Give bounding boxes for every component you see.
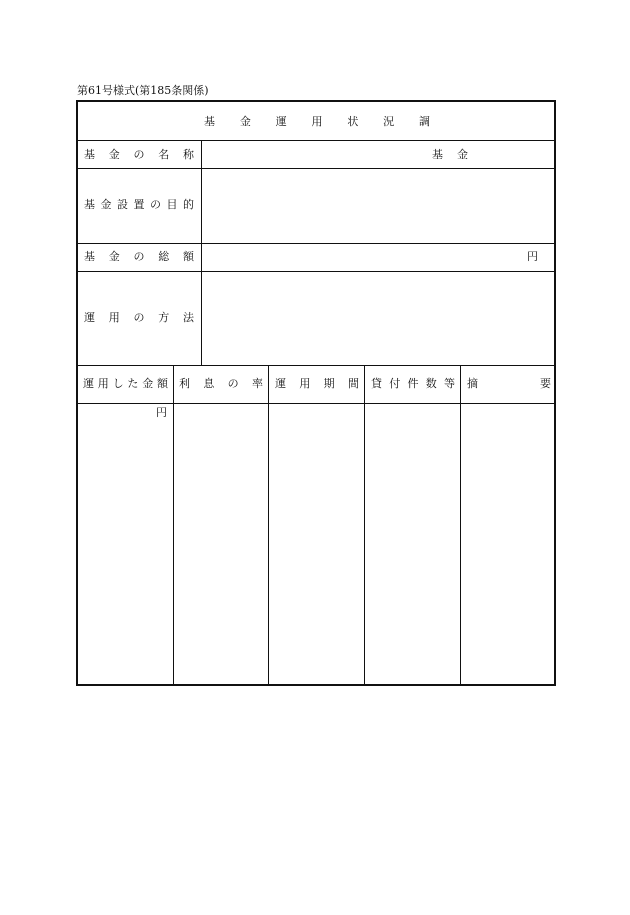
divider-fund-name <box>78 168 554 169</box>
divider-fund-purpose <box>78 243 554 244</box>
divider-col-4 <box>460 365 461 684</box>
divider-title <box>78 140 554 141</box>
divider-detail-header <box>78 403 554 404</box>
header-remarks: 摘 要 <box>467 377 551 390</box>
header-amount: 運 用 し た 金 額 <box>83 377 168 390</box>
divider-col-2 <box>268 365 269 684</box>
divider-col-1 <box>173 365 174 684</box>
header-interest-rate: 利 息 の 率 <box>179 377 263 390</box>
form-title: 基 金 運 用 状 況 調 <box>204 115 430 128</box>
divider-fund-method <box>78 365 554 366</box>
header-period: 運 用 期 間 <box>275 377 359 390</box>
fund-method-label: 運 用 の 方 法 <box>84 311 194 324</box>
divider-fund-total <box>78 271 554 272</box>
fund-total-unit: 円 <box>527 250 538 263</box>
fund-total-label: 基 金 の 総 額 <box>84 250 194 263</box>
divider-col-3 <box>364 365 365 684</box>
fund-operation-status-form <box>76 100 556 686</box>
header-loan-count: 貸 付 件 数 等 <box>371 377 455 390</box>
form-number: 第61号様式(第185条関係) <box>77 84 209 97</box>
fund-name-suffix: 基 金 <box>432 148 468 161</box>
fund-name-label: 基 金 の 名 称 <box>84 148 194 161</box>
divider-label-column <box>201 140 202 365</box>
amount-unit: 円 <box>156 406 167 419</box>
fund-purpose-label: 基 金 設 置 の 目 的 <box>84 198 194 211</box>
